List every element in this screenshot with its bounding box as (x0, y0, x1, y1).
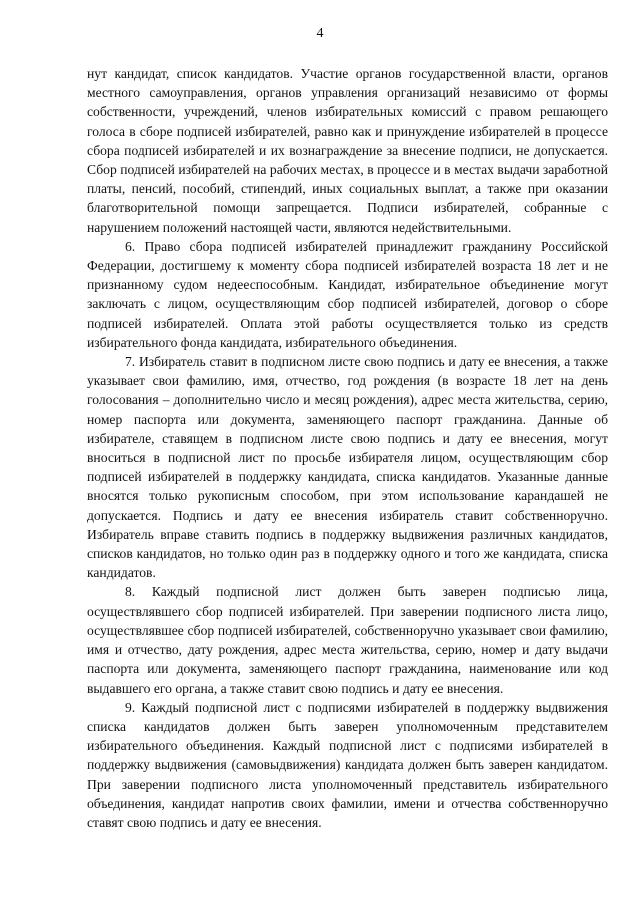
paragraph-text: Каждый подписной лист должен быть заверен подписью лица, осуществлявшего сбор подписей избирателей. При заверении подписного листа лицо, осуществлявшее сбор подписей избирателей, собственноручно указывает свои фамилию, имя и отчество, дату рождения, адрес места жительства, серию, номер и дату выдачи паспорта или документа, заменяющего паспорт гражданина, наименование или код выдавшего его органа, а также ставит свою подпись и дату ее внесения. (87, 584, 608, 696)
paragraph-number: 6. (125, 238, 136, 254)
paragraph-number: 8. (125, 584, 136, 600)
paragraph-continuation (87, 64, 608, 237)
page-number: 4 (316, 26, 324, 41)
paragraph-7 (87, 352, 608, 582)
document-body (87, 64, 608, 832)
paragraph-8 (87, 582, 608, 697)
paragraph-9 (87, 698, 608, 832)
paragraph-number: 7. (125, 354, 136, 370)
paragraph-text: Право сбора подписей избирателей принадлежит гражданину Российской Федерации, достигшему к моменту сбора подписей избирателей возраста 18 лет и не признанному судом недееспособным. Кандидат, избирательное объединение могут заключать с лицом, осуществляющим сбор подписей избирателей, договор о сборе подписей избирателей. Оплата этой работы осуществляется только из средств избирательного фонда кандидата, избирательного объединения. (87, 238, 609, 350)
paragraph-text: нут кандидат, список кандидатов. Участие органов государственной власти, органов местного самоуправления, органов управления организаций независимо от формы собственности, учреждений, членов избирательных комиссий с правом решающего голоса в сборе подписей избирателей, равно как и принуждение избирателей в процессе сбора подписей избирателей и их вознаграждение за внесение подписи, не допускается. Сбор подписей избирателей на рабочих местах, в процессе и в местах выдачи заработной платы, пенсий, пособий, стипендий, иных социальных выплат, а также при оказании благотворительной помощи запрещается. Подписи избирателей, собранные с нарушением положений настоящей части, являются недействительными. (87, 66, 608, 235)
paragraph-text: Избиратель ставит в подписном листе свою подпись и дату ее внесения, а также указывает свои фамилию, имя, отчество, год рождения (в возрасте 18 лет на день голосования – дополнительно число и месяц рождения), адрес места жительства, серию, номер паспорта или документа, заменяющего паспорт гражданина. Данные об избирателе, ставящем в подписном листе свою подпись и дату ее внесения, могут вноситься в подписной лист по просьбе избирателя лицом, осуществляющим сбор подписей избирателей в поддержку кандидата, списка кандидатов. Указанные данные вносятся только рукописным способом, при этом использование карандашей не допускается. Подпись и дату ее внесения избиратель ставит собственноручно. Избиратель вправе ставить подпись в поддержку выдвижения различных кандидатов, списков кандидатов, но только один раз в поддержку одного и того же кандидата, списка кандидатов. (87, 354, 608, 581)
paragraph-text: Каждый подписной лист с подписями избирателей в поддержку выдвижения списка кандидатов должен быть заверен уполномоченным представителем избирательного объединения. Каждый подписной лист с подписями избирателей в поддержку выдвижения (самовыдвижения) кандидата должен быть заверен кандидатом. При заверении подписного листа уполномоченный представитель избирательного объединения, кандидат напротив своих фамилии, имени и отчества собственноручно ставят свою подпись и дату ее внесения. (87, 699, 608, 830)
paragraph-6 (87, 237, 608, 352)
paragraph-number: 9. (125, 699, 136, 715)
